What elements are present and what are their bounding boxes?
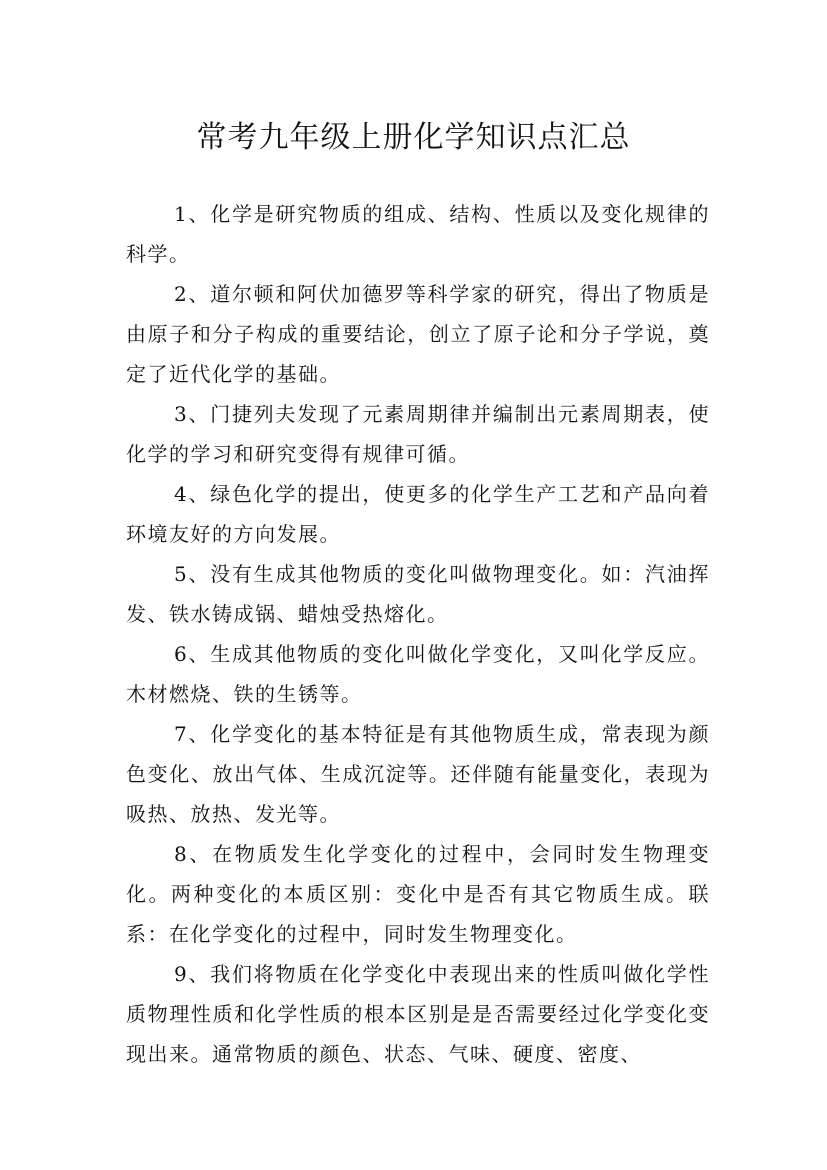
paragraph-3: 3、门捷列夫发现了元素周期律并编制出元素周期表，使化学的学习和研究变得有规律可循。	[126, 402, 710, 466]
paragraph-1: 1、化学是研究物质的组成、结构、性质以及变化规律的科学。	[126, 202, 710, 266]
document-body	[126, 194, 710, 1074]
paragraph-2: 2、道尔顿和阿伏加德罗等科学家的研究，得出了物质是由原子和分子构成的重要结论，创立了原子论和分子学说，奠定了近代化学的基础。	[126, 282, 710, 386]
paragraph-6: 6、生成其他物质的变化叫做化学变化，又叫化学反应。木材燃烧、铁的生锈等。	[126, 642, 710, 706]
paragraph-7: 7、化学变化的基本特征是有其他物质生成，常表现为颜色变化、放出气体、生成沉淀等。还伴随有能量变化，表现为吸热、放热、发光等。	[126, 722, 710, 826]
page-title: 常考九年级上册化学知识点汇总	[196, 120, 631, 156]
paragraph-4: 4、绿色化学的提出，使更多的化学生产工艺和产品向着环境友好的方向发展。	[126, 482, 710, 546]
paragraph-8: 8、在物质发生化学变化的过程中，会同时发生物理变化。两种变化的本质区别：变化中是否有其它物质生成。联系：在化学变化的过程中，同时发生物理变化。	[126, 842, 710, 946]
paragraph-9: 9、我们将物质在化学变化中表现出来的性质叫做化学性质物理性质和化学性质的根本区别是是否需要经过化学变化变现出来。通常物质的颜色、状态、气味、硬度、密度、	[126, 962, 710, 1066]
paragraph-5: 5、没有生成其他物质的变化叫做物理变化。如：汽油挥发、铁水铸成锅、蜡烛受热熔化。	[126, 562, 710, 626]
